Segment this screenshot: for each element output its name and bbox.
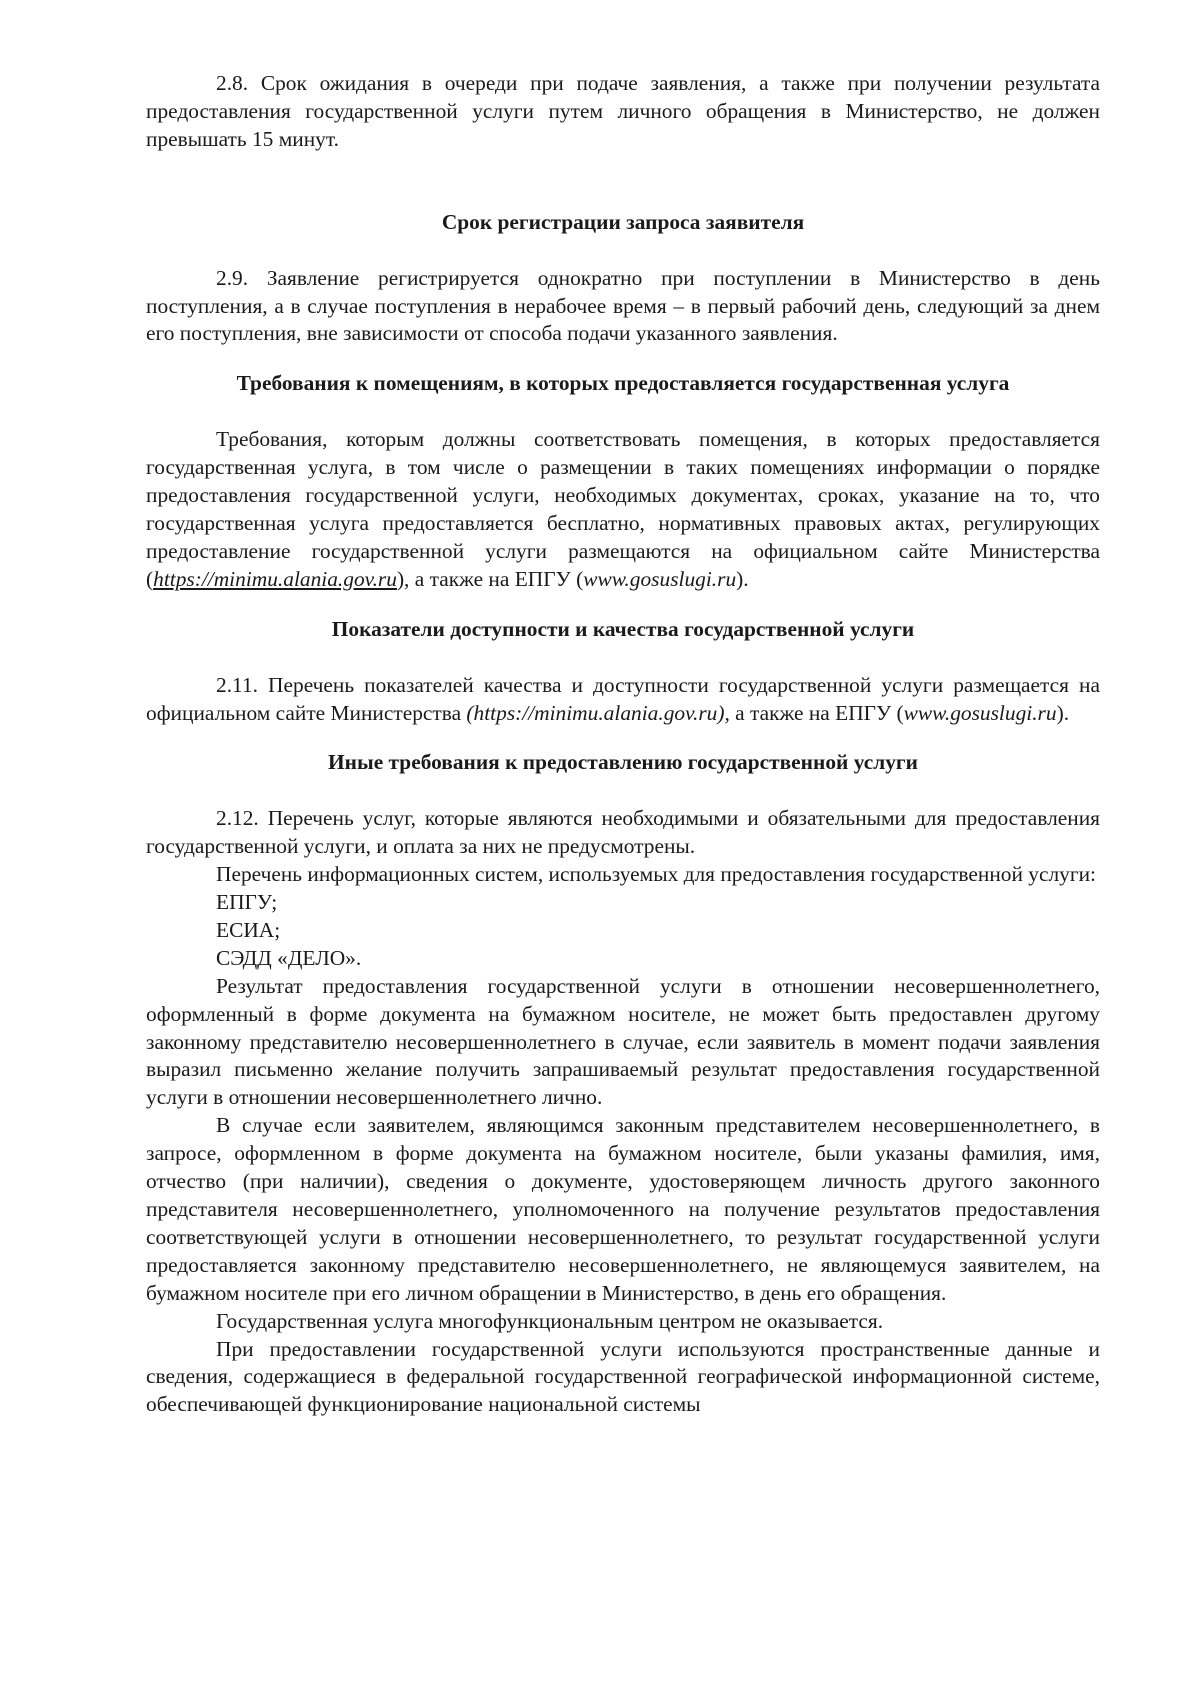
spacer — [146, 644, 1100, 672]
spacer — [146, 594, 1100, 616]
paragraph-2-9: 2.9. Заявление регистрируется однократно при поступлении в Министерство в день поступления, а в случае поступления в нерабочее время – в первый рабочий день, следующий за днем его поступления, вне зависимости от способа подачи указанного заявления. — [146, 265, 1100, 346]
gosuslugi-link[interactable]: www.gosuslugi.ru — [583, 566, 737, 591]
ministry-site-link-2[interactable]: (https://minimu.alania.gov.ru), — [466, 700, 730, 725]
heading-quality-indicators: Показатели доступности и качества государственной услуги — [331, 616, 915, 641]
heading-other-requirements: Иные требования к предоставлению государственной услуги — [328, 750, 918, 775]
document-content — [146, 70, 1100, 1419]
paragraph-2-8: 2.8. Срок ожидания в очереди при подаче заявления, а также при получении результата предоставления государственной услуги путем личного обращения в Министерство, не должен превышать 15 минут. — [146, 71, 1100, 151]
indicators-text-before: 2.11. Перечень показателей качества и доступности государственной услуги размещается на официальном сайте Министерства — [146, 672, 1100, 725]
list-item-sedd-delo: СЭДД «ДЕЛО». — [216, 945, 362, 970]
paragraph-premises — [146, 426, 1100, 593]
indicators-text-middle: а также на ЕПГУ ( — [729, 700, 904, 725]
paragraph-2-11 — [146, 672, 1100, 728]
premises-text-middle: ), а также на ЕПГУ ( — [396, 566, 584, 591]
paragraph-spatial-data: При предоставлении государственной услуги используются пространственные данные и сведения, содержащиеся в федеральной государственной географической информационной системе, обеспечивающей функционирование национальной системы — [146, 1336, 1100, 1417]
spacer — [146, 777, 1100, 805]
spacer — [146, 154, 1100, 209]
gosuslugi-link-2[interactable]: www.gosuslugi.ru — [903, 700, 1057, 725]
spacer — [146, 348, 1100, 370]
paragraph-mfc: Государственная услуга многофункциональным центром не оказывается. — [216, 1308, 884, 1333]
spacer — [146, 727, 1100, 749]
paragraph-2-12: 2.12. Перечень услуг, которые являются необходимыми и обязательными для предоставления государственной услуги, и оплата за них не предусмотрены. — [146, 806, 1100, 859]
list-item-epgu: ЕПГУ; — [216, 890, 278, 915]
spacer — [146, 237, 1100, 265]
spacer — [146, 398, 1100, 426]
heading-registration-term: Срок регистрации запроса заявителя — [441, 209, 805, 234]
paragraph-legal-representative: В случае если заявителем, являющимся законным представителем несовершеннолетнего, в запросе, оформленном в форме документа на бумажном носителе, были указаны фамилия, имя, отчество (при наличии), сведения о документе, удостоверяющем личность другого законного представителя несовершеннолетнего, уполномоченного на получение результатов предоставления соответствующей услуги в отношении несовершеннолетнего, то результат государственной услуги предоставляется законному представителю несовершеннолетнего, не являющемуся заявителем, на бумажном носителе при его личном обращении в Министерство, в день его обращения. — [146, 1113, 1100, 1305]
premises-text-before: Требования, которым должны соответствовать помещения, в которых предоставляется государственная услуга, в том числе о размещении в таких помещениях информации о порядке предоставления государственной услуги, необходимых документах, сроках, указание на то, что государственная услуга предоставляется бесплатно, нормативных правовых актах, регулирующих предоставление государственной услуги размещаются на официальном сайте Министерства ( — [146, 427, 1100, 591]
list-item-esia: ЕСИА; — [216, 917, 281, 942]
ministry-site-link[interactable]: https://minimu.alania.gov.ru — [153, 566, 397, 591]
paragraph-result-minor: Результат предоставления государственной услуги в отношении несовершеннолетнего, оформленный в форме документа на бумажном носителе, не может быть предоставлен другому законному представителю несовершеннолетнего в случае, если заявитель в момент подачи заявления выразил письменно желание получить запрашиваемый результат предоставления государственной услуги в отношении несовершеннолетнего лично. — [146, 973, 1100, 1110]
paragraph-information-systems: Перечень информационных систем, используемых для предоставления государственной услуги: — [216, 862, 1097, 887]
premises-text-after: ). — [736, 566, 749, 591]
indicators-text-after: ). — [1056, 700, 1070, 725]
heading-premises-requirements: Требования к помещениям, в которых предоставляется государственная услуга — [236, 371, 1010, 396]
